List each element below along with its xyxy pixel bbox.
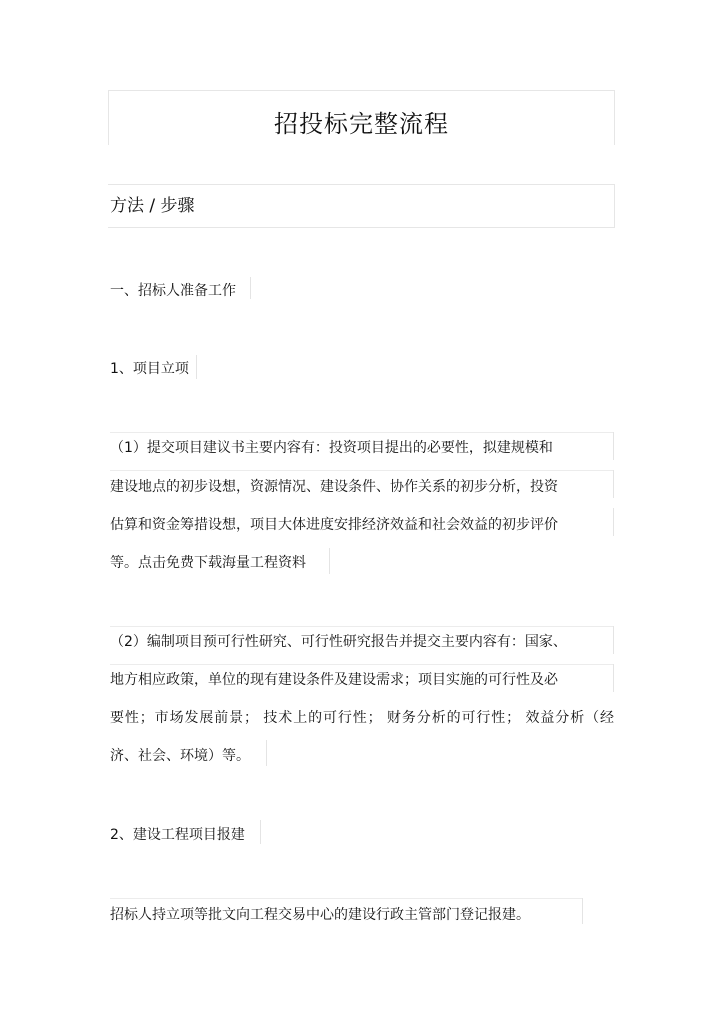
text-box-edge bbox=[582, 898, 583, 924]
paragraph-line: （1）提交项目建议书主要内容有：投资项目提出的必要性，拟建规模和 bbox=[110, 440, 553, 456]
line-divider bbox=[110, 626, 613, 627]
text-box-edge bbox=[260, 820, 261, 844]
text-box-edge bbox=[250, 277, 251, 299]
text-box-edge bbox=[613, 508, 614, 536]
paragraph-line: 建设地点的初步设想，资源情况、建设条件、协作关系的初步分析，投资 bbox=[110, 479, 558, 495]
text-box-edge bbox=[613, 432, 614, 460]
text-box-edge bbox=[329, 548, 330, 574]
paragraph-line: 济、社会、环境）等。 bbox=[110, 748, 250, 764]
paragraph-line: 要性；市场发展前景； 技术上的可行性； 财务分析的可行性； 效益分析（经 bbox=[110, 710, 614, 726]
paragraph-line: 估算和资金筹措设想，项目大体进度安排经济效益和社会效益的初步评价 bbox=[110, 517, 558, 533]
method-heading: 方法 / 步骤 bbox=[110, 196, 195, 216]
line-divider bbox=[110, 898, 582, 899]
text-box-edge bbox=[196, 355, 197, 379]
paragraph-line: 等。点击免费下载海量工程资料 bbox=[110, 555, 306, 571]
line-divider bbox=[110, 664, 613, 665]
text-box-edge bbox=[613, 664, 614, 692]
text-box-edge bbox=[266, 740, 267, 766]
paragraph-line: （2）编制项目预可行性研究、可行性研究报告并提交主要内容有：国家、 bbox=[110, 634, 567, 650]
text-box-edge bbox=[613, 470, 614, 498]
paragraph-line: 地方相应政策，单位的现有建设条件及建设需求；项目实施的可行性及必 bbox=[110, 672, 558, 688]
document-title: 招投标完整流程 bbox=[274, 110, 449, 138]
line-divider bbox=[110, 470, 613, 471]
text-box-edge bbox=[613, 626, 614, 654]
step-heading-project-registration: 2、建设工程项目报建 bbox=[110, 827, 245, 843]
paragraph-line: 招标人持立项等批文向工程交易中心的建设行政主管部门登记报建。 bbox=[110, 907, 530, 923]
section-heading-preparation: 一、招标人准备工作 bbox=[110, 283, 236, 299]
step-heading-project-approval: 1、项目立项 bbox=[110, 361, 189, 377]
line-divider bbox=[110, 432, 613, 433]
